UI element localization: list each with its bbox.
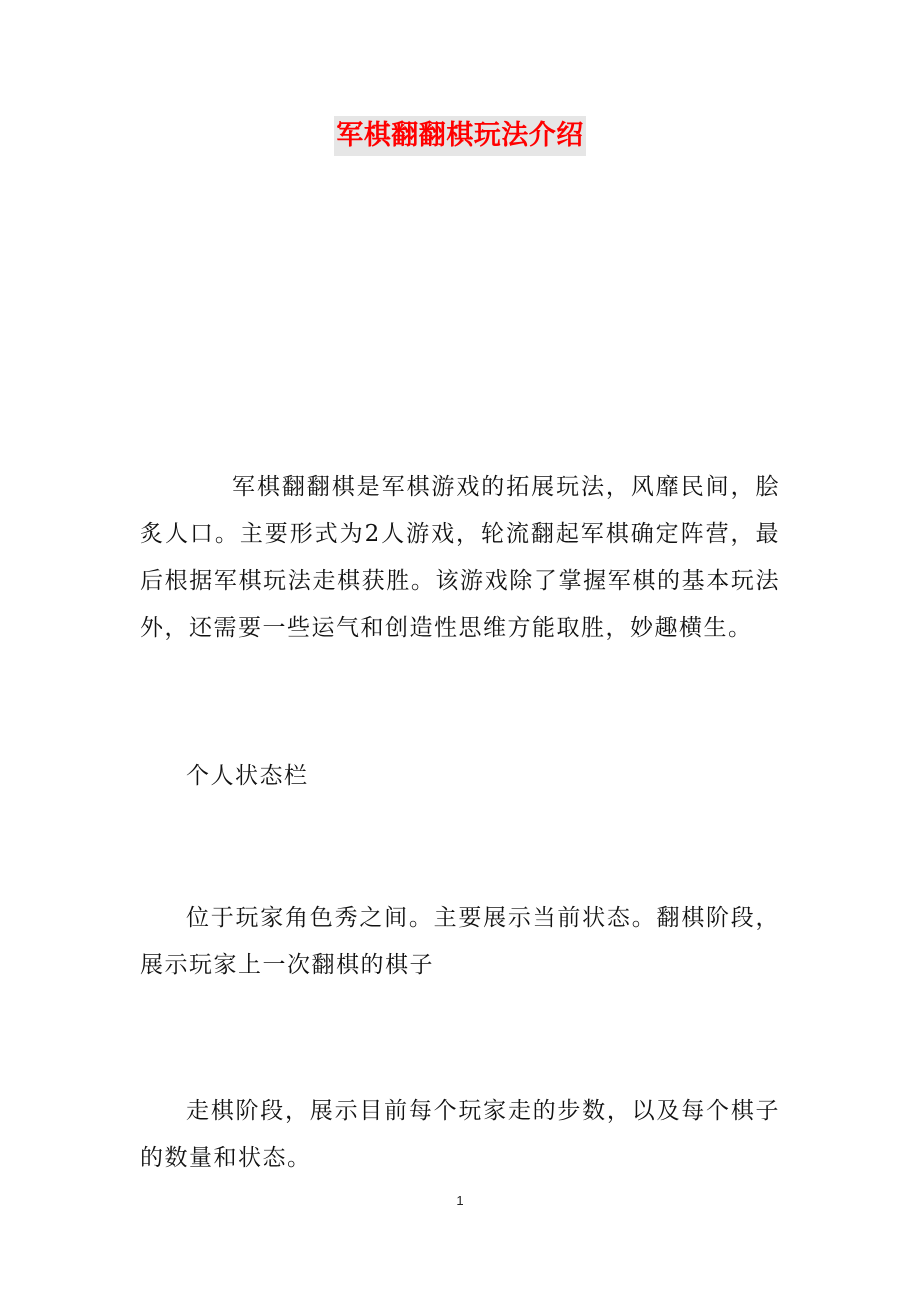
document-title: 军棋翻翻棋玩法介绍 bbox=[334, 116, 586, 156]
status-bar-paragraph-2: 走棋阶段，展示目前每个玩家走的步数，以及每个棋子的数量和状态。 bbox=[140, 1098, 780, 1171]
intro-paragraph: 军棋翻翻棋是军棋游戏的拓展玩法，风靡民间，脍炙人口。主要形式为2人游戏，轮流翻起军棋确定阵营，最后根据军棋玩法走棋获胜。该游戏除了掌握军棋的基本玩法外，还需要一些运气和创造性思维方能取胜，妙趣横生。 bbox=[140, 474, 780, 641]
title-container bbox=[0, 116, 920, 156]
section-heading-status-bar: 个人状态栏 bbox=[186, 763, 309, 789]
page-number: 1 bbox=[456, 1193, 464, 1208]
status-bar-paragraph-1: 位于玩家角色秀之间。主要展示当前状态。翻棋阶段，展示玩家上一次翻棋的棋子 bbox=[140, 905, 780, 978]
